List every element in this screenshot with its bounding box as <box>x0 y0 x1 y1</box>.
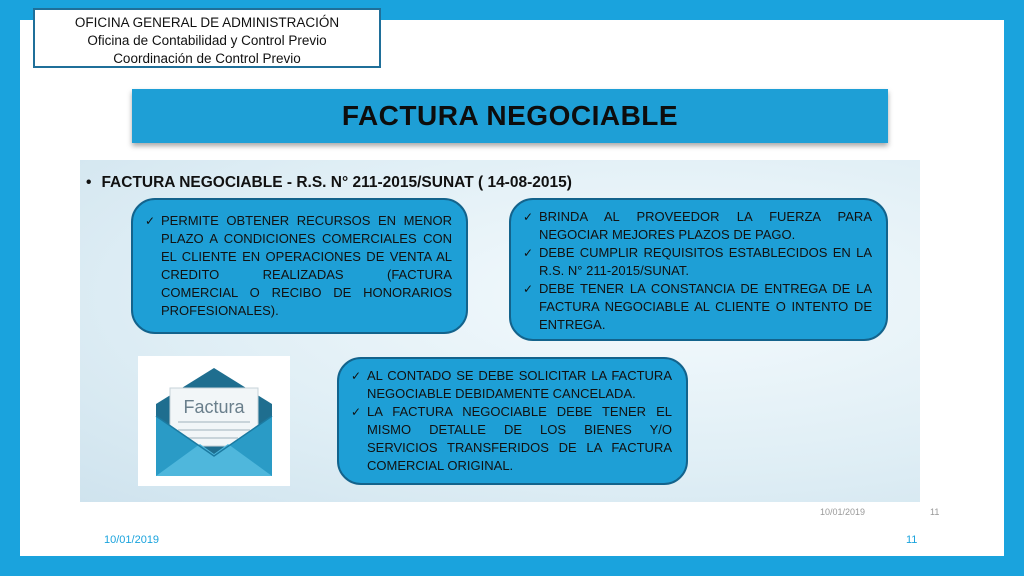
info-box-left <box>131 198 468 334</box>
list-item-text: DEBE CUMPLIR REQUISITOS ESTABLECIDOS EN LA R.S. N° 211-2015/SUNAT. <box>539 245 872 278</box>
check-icon: ✓ <box>145 214 156 228</box>
check-icon: ✓ <box>523 246 534 260</box>
list-item-text: PERMITE OBTENER RECURSOS EN MENOR PLAZO A CONDICIONES COMERCIALES CON EL CLIENTE EN OPERACIONES DE VENTA AL CREDITO REALIZADAS (FACTURA COMERCIAL O RECIBO DE HONORARIOS PROFESIONALES). <box>161 213 452 318</box>
envelope-label: Factura <box>183 397 245 417</box>
header-line-3: Coordinación de Control Previo <box>113 51 301 66</box>
list-item <box>351 367 672 403</box>
inner-footer-date: 10/01/2019 <box>820 507 866 517</box>
inner-footer-page: 11 <box>930 507 940 517</box>
list-item-text: AL CONTADO SE DEBE SOLICITAR LA FACTURA NEGOCIABLE DEBIDAMENTE CANCELADA. <box>367 368 672 401</box>
list-item <box>523 208 872 244</box>
list-item <box>145 212 452 320</box>
envelope-image <box>138 356 290 486</box>
list-item <box>523 280 872 334</box>
footer-date: 10/01/2019 <box>104 534 160 546</box>
envelope-icon <box>138 356 290 486</box>
header-box <box>33 8 381 68</box>
list-item-text: DEBE TENER LA CONSTANCIA DE ENTREGA DE LA FACTURA NEGOCIABLE AL CLIENTE O INTENTO DE ENTREGA. <box>539 281 872 332</box>
page-title: FACTURA NEGOCIABLE <box>341 100 679 131</box>
check-icon: ✓ <box>351 369 362 383</box>
bullet-dot-icon: • <box>86 174 92 191</box>
list-item-text: BRINDA AL PROVEEDOR LA FUERZA PARA NEGOCIAR MEJORES PLAZOS DE PAGO. <box>539 209 872 242</box>
list-item <box>523 244 872 280</box>
check-icon: ✓ <box>523 282 534 296</box>
bullet-heading-text: FACTURA NEGOCIABLE - R.S. N° 211-2015/SUNAT ( 14-08-2015) <box>101 174 572 191</box>
header-line-2: Oficina de Contabilidad y Control Previo <box>87 33 327 48</box>
bullet-heading <box>86 174 572 192</box>
info-box-right <box>509 198 888 341</box>
footer-page-number: 11 <box>906 534 918 546</box>
check-icon: ✓ <box>523 210 534 224</box>
info-box-bottom <box>337 357 688 485</box>
title-bar <box>132 89 888 143</box>
check-icon: ✓ <box>351 405 362 419</box>
list-item-text: LA FACTURA NEGOCIABLE DEBE TENER EL MISMO DETALLE DE LOS BIENES Y/O SERVICIOS TRANSFERIDOS DE LA FACTURA COMERCIAL ORIGINAL. <box>367 404 672 473</box>
header-line-1: OFICINA GENERAL DE ADMINISTRACIÓN <box>74 15 340 30</box>
list-item <box>351 403 672 475</box>
